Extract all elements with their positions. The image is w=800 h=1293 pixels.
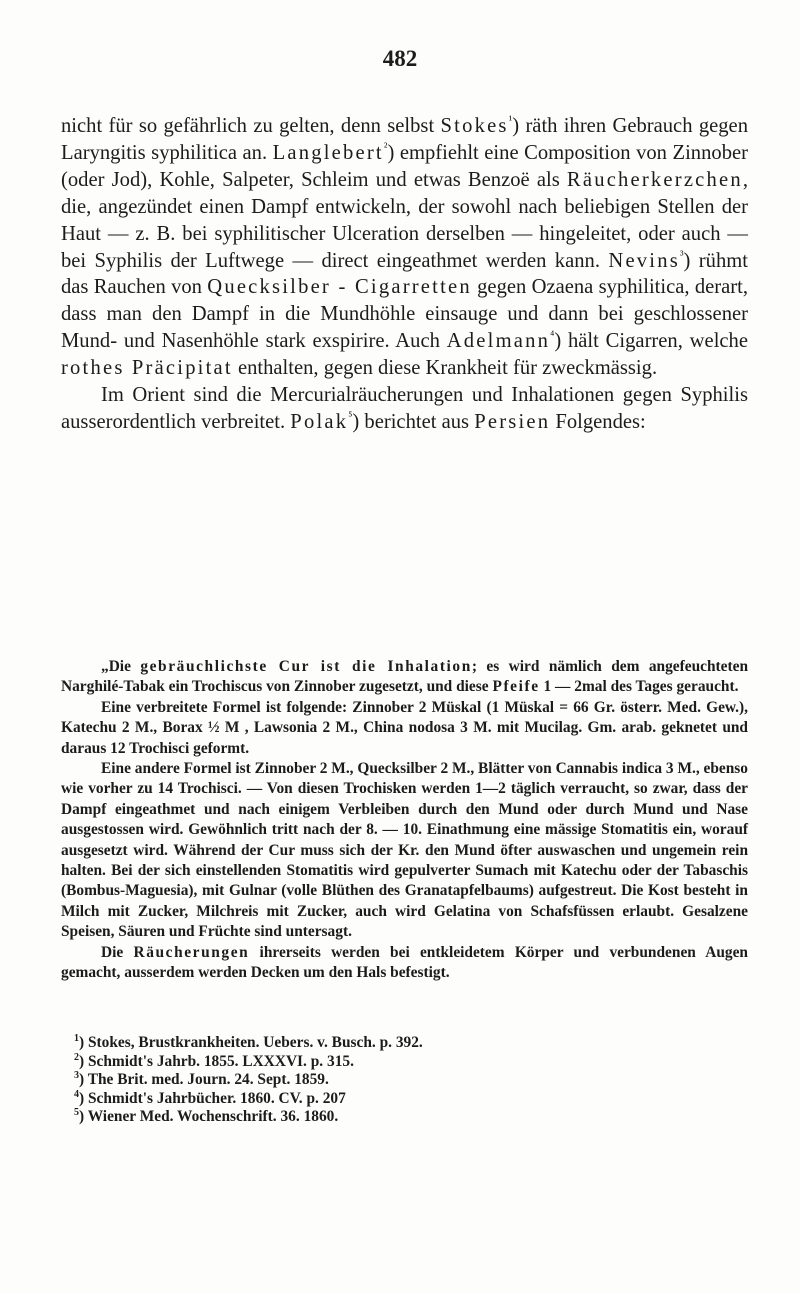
text-run: nicht für so gefährlich zu gelten, denn selbst [61,115,441,137]
text-run: enthalten, gegen diese Krankheit für zweckmässig. [232,357,658,380]
footnote-ref: ³ [679,247,684,262]
footnote-mark: 1 [74,1032,79,1044]
author-name: Nevins [608,249,680,272]
quote-paragraph-1 [61,657,748,698]
emphasized-term: Räucherkerzchen [566,168,743,191]
author-name: Polak [290,410,349,433]
text-run: ) räth ihren Gebrauch gegen Laryngitis syphilitica an. [61,115,748,164]
footnote [74,1034,674,1053]
quote-paragraph-3: Eine andere Formel ist Zinnober 2 M., Quecksilber 2 M., Blätter von Cannabis indica 3 M., ebenso wie vorher zu 14 Trochisci. — Von diesen Trochisken werden 1—2 täglich verraucht, so zwar, dass der Dampf eingeathmet und nach einigem Verbleiben durch den Mund oder durch Mund und Nase ausgestossen wird. Gewöhnlich tritt nach der 8. — 10. Einathmung eine mässige Stomatitis ein, worauf ausgesetzt wird. Während der Cur muss sich der Kr. den Mund öfter auswaschen und ungemein rein halten. Bei der sich einstellenden Stomatitis wird gepulverter Sumach mit Katechu oder der Tabaschis (Bombus-Maguesia), mit Gulnar (volle Blüthen des Granatapfelbaums) aufgestreut. Die Kost besteht in Milch mit Zucker, Milchreis mit Zucker, auch wird Gelatina von Schafsfüssen erlaubt. Gesalzene Speisen, Säuren und Früchte sind untersagt. [61,760,748,941]
text-run: ) empfiehlt eine Composition von Zinnober (oder Jod), Kohle, Salpeter, Schleim und etwas Benzoë als [61,141,748,191]
footnote [74,1053,674,1072]
main-text [61,113,748,436]
quote-paragraph-2: Eine verbreitete Formel ist folgende: Zinnober 2 Müskal (1 Müskal = 66 Gr. österr. Med. Gew.), Katechu 2 M., Borax ½ M , Lawsonia 2 M., China nodosa 3 M. mit Mucilag. Gm. arab. geknetet und daraus 12 Trochisci geformt. [61,698,748,757]
footnote-mark: 3 [74,1070,79,1082]
text-run: Im Orient sind die Mercurialräucherungen und Inhalationen gegen Syphilis ausserordentlich verbreitet. [61,384,748,433]
text-run: Die [101,943,134,961]
footnote [74,1108,674,1127]
emphasized-term: Pfeife [492,678,540,696]
footnote-text: ) Wiener Med. Wochenschrift. 36. 1860. [79,1108,339,1126]
text-run: Folgendes: [550,410,646,433]
author-name: Langlebert [272,141,384,164]
text-run: ; es wird nämlich dem angefeuchteten Narghilé-Tabak ein Trochiscus von Zinnober zugesetzt, und diese [61,658,749,696]
footnote-text: ) Schmidt's Jahrb. 1855. LXXXVI. p. 315. [79,1052,354,1070]
text-run: „Die [101,658,141,675]
text-run: 1 — 2mal des Tages geraucht. [539,678,739,696]
footnote-mark: 4 [74,1088,79,1100]
text-run: , die, angezündet einen Dampf entwickeln, der sowohl nach beliebigen Stellen der Haut — z. B. bei syphilitischer Ulceration derselben — hingeleitet, oder auch — bei Syphilis der Luftwege — direct eingeathmet werden kann. [61,168,748,272]
emphasized-term: Quecksilber - Cigarretten [207,276,472,299]
emphasized-term: Räucherungen [133,943,250,961]
footnote-text: ) Stokes, Brustkrankheiten. Uebers. v. Busch. p. 392. [79,1034,423,1051]
footnote-mark: 2 [74,1051,79,1063]
author-name: Stokes [440,115,509,137]
footnote-mark: 5 [74,1107,79,1119]
emphasized-term: rothes Präcipitat [61,357,233,380]
emphasized-term: Persien [474,410,551,433]
author-name: Adelmann [446,330,551,353]
text-run: ) rühmt das Rauchen von [61,249,748,299]
footnote [74,1071,674,1090]
footnote-text: ) The Brit. med. Journ. 24. Sept. 1859. [79,1071,329,1089]
text-run: ) berichtet aus [352,410,475,433]
text-run: ) hält Cigarren, welche [554,330,748,353]
paragraph-2 [61,382,748,436]
text-run: gegen Ozaena syphilitica, derart, dass man den Dampf in die Mundhöhle einsauge und dann bei geschlossener Mund- und Nasenhöhle stark exspirire. Auch [61,276,749,353]
quote-paragraph-4 [61,943,748,984]
footnote [74,1090,674,1109]
paragraph-1 [61,113,748,382]
footnote-ref: ² [383,140,388,155]
emphasized-term: gebräuchlichste Cur ist die Inhalation [140,658,472,675]
quoted-report [61,657,748,984]
footnote-ref: ¹ [508,113,513,128]
text-run: ihrerseits werden bei entkleidetem Körper und verbundenen Augen gemacht, ausserdem werden Decken um den Hals befestigt. [61,943,748,982]
footnote-text: ) Schmidt's Jahrbücher. 1860. CV. p. 207 [79,1089,346,1107]
footnotes [74,1034,674,1127]
footnote-ref: ⁵ [348,409,353,424]
footnote-ref: ⁴ [550,328,555,343]
page-number: 482 [382,46,418,71]
